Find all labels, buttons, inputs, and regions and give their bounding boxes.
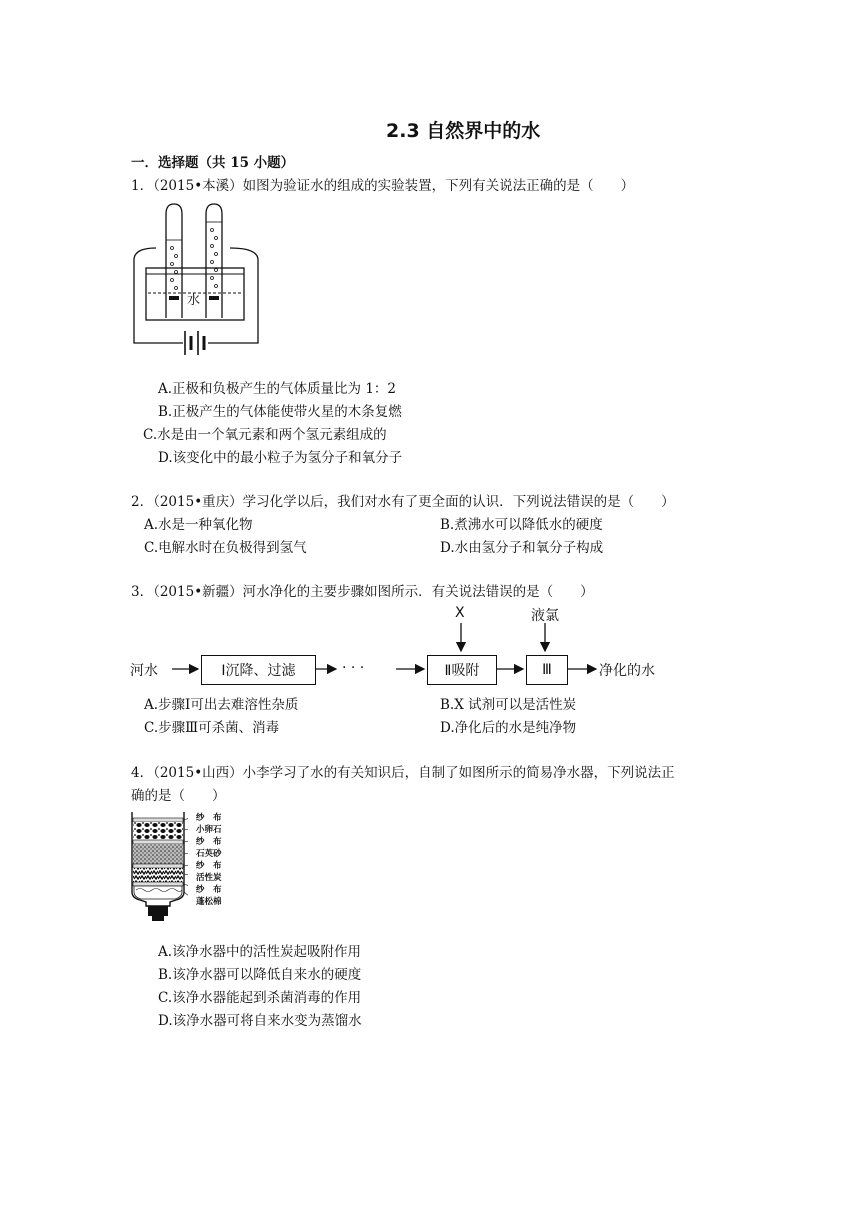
layer-label-gauze-3: 纱 布 — [196, 861, 222, 871]
reagent-chlorine-label: 液氯 — [531, 608, 559, 624]
question-3-option-b: B.X 试剂可以是活性炭 — [440, 697, 577, 713]
question-4-option-c: C.该净水器能起到杀菌消毒的作用 — [158, 990, 362, 1006]
question-4-option-a: A.该净水器中的活性炭起吸附作用 — [158, 944, 362, 960]
flow-input-label: 河水 — [130, 663, 158, 679]
question-3-option-a: A.步骤Ⅰ可出去难溶性杂质 — [144, 697, 299, 713]
flow-step-1: Ⅰ沉降、过滤 — [201, 655, 316, 685]
layer-label-gauze-1: 纱 布 — [196, 813, 222, 823]
flow-step-3: Ⅲ — [526, 655, 568, 685]
question-3-stem: 3．（2015•新疆）河水净化的主要步骤如图所示．有关说法错误的是（ ） — [131, 584, 594, 600]
page-title: 2.3 自然界中的水 — [386, 120, 541, 142]
question-1-option-c: C.水是由一个氧元素和两个氢元素组成的 — [143, 427, 387, 443]
question-2-option-b: B.煮沸水可以降低水的硬度 — [440, 517, 603, 533]
layer-label-quartz-sand: 石英砂 — [196, 849, 222, 859]
question-4-option-d: D.该净水器可将自来水变为蒸馏水 — [158, 1013, 362, 1029]
layer-label-gauze-2: 纱 布 — [196, 837, 222, 847]
flow-dots: · · · — [342, 660, 365, 676]
section-heading: 一．选择题（共 15 小题） — [131, 155, 295, 171]
water-purification-flowchart — [128, 603, 688, 687]
question-1-option-b: B.正极产生的气体能使带火星的木条复燃 — [158, 404, 402, 420]
question-2-stem: 2．（2015•重庆）学习化学以后，我们对水有了更全面的认识．下列说法错误的是（ ） — [131, 494, 675, 510]
question-1-option-a: A.正极和负极产生的气体质量比为 1：2 — [158, 381, 397, 397]
layer-label-activated-carbon: 活性炭 — [196, 873, 222, 883]
layer-label-gauze-4: 纱 布 — [196, 885, 222, 895]
layer-label-cotton: 蓬松棉 — [196, 897, 222, 907]
flow-output-label: 净化的水 — [599, 663, 655, 679]
electrolysis-apparatus-figure — [128, 200, 273, 360]
water-label: 水 — [187, 293, 201, 308]
question-2-option-a: A.水是一种氧化物 — [144, 517, 253, 533]
question-1-option-d: D.该变化中的最小粒子为氢分子和氧分子 — [158, 450, 403, 466]
question-2-option-d: D.水由氢分子和氧分子构成 — [440, 540, 604, 556]
water-filter-figure — [128, 810, 238, 922]
question-4-stem-line-2: 确的是（ ） — [131, 788, 226, 804]
question-4-option-b: B.该净水器可以降低自来水的硬度 — [158, 967, 362, 983]
flow-step-2: Ⅱ吸附 — [427, 655, 497, 685]
question-3-option-c: C.步骤Ⅲ可杀菌、消毒 — [144, 720, 280, 736]
question-2-option-c: C.电解水时在负极得到氢气 — [144, 540, 307, 556]
reagent-x-label: X — [455, 605, 465, 621]
layer-label-pebbles: 小卵石 — [196, 825, 222, 835]
question-4-stem-line-1: 4．（2015•山西）小李学习了水的有关知识后，自制了如图所示的简易净水器，下列说法正 — [131, 765, 675, 781]
question-3-option-d: D.净化后的水是纯净物 — [440, 720, 577, 736]
question-1-stem: 1．（2015•本溪）如图为验证水的组成的实验装置，下列有关说法正确的是（ ） — [131, 178, 635, 194]
